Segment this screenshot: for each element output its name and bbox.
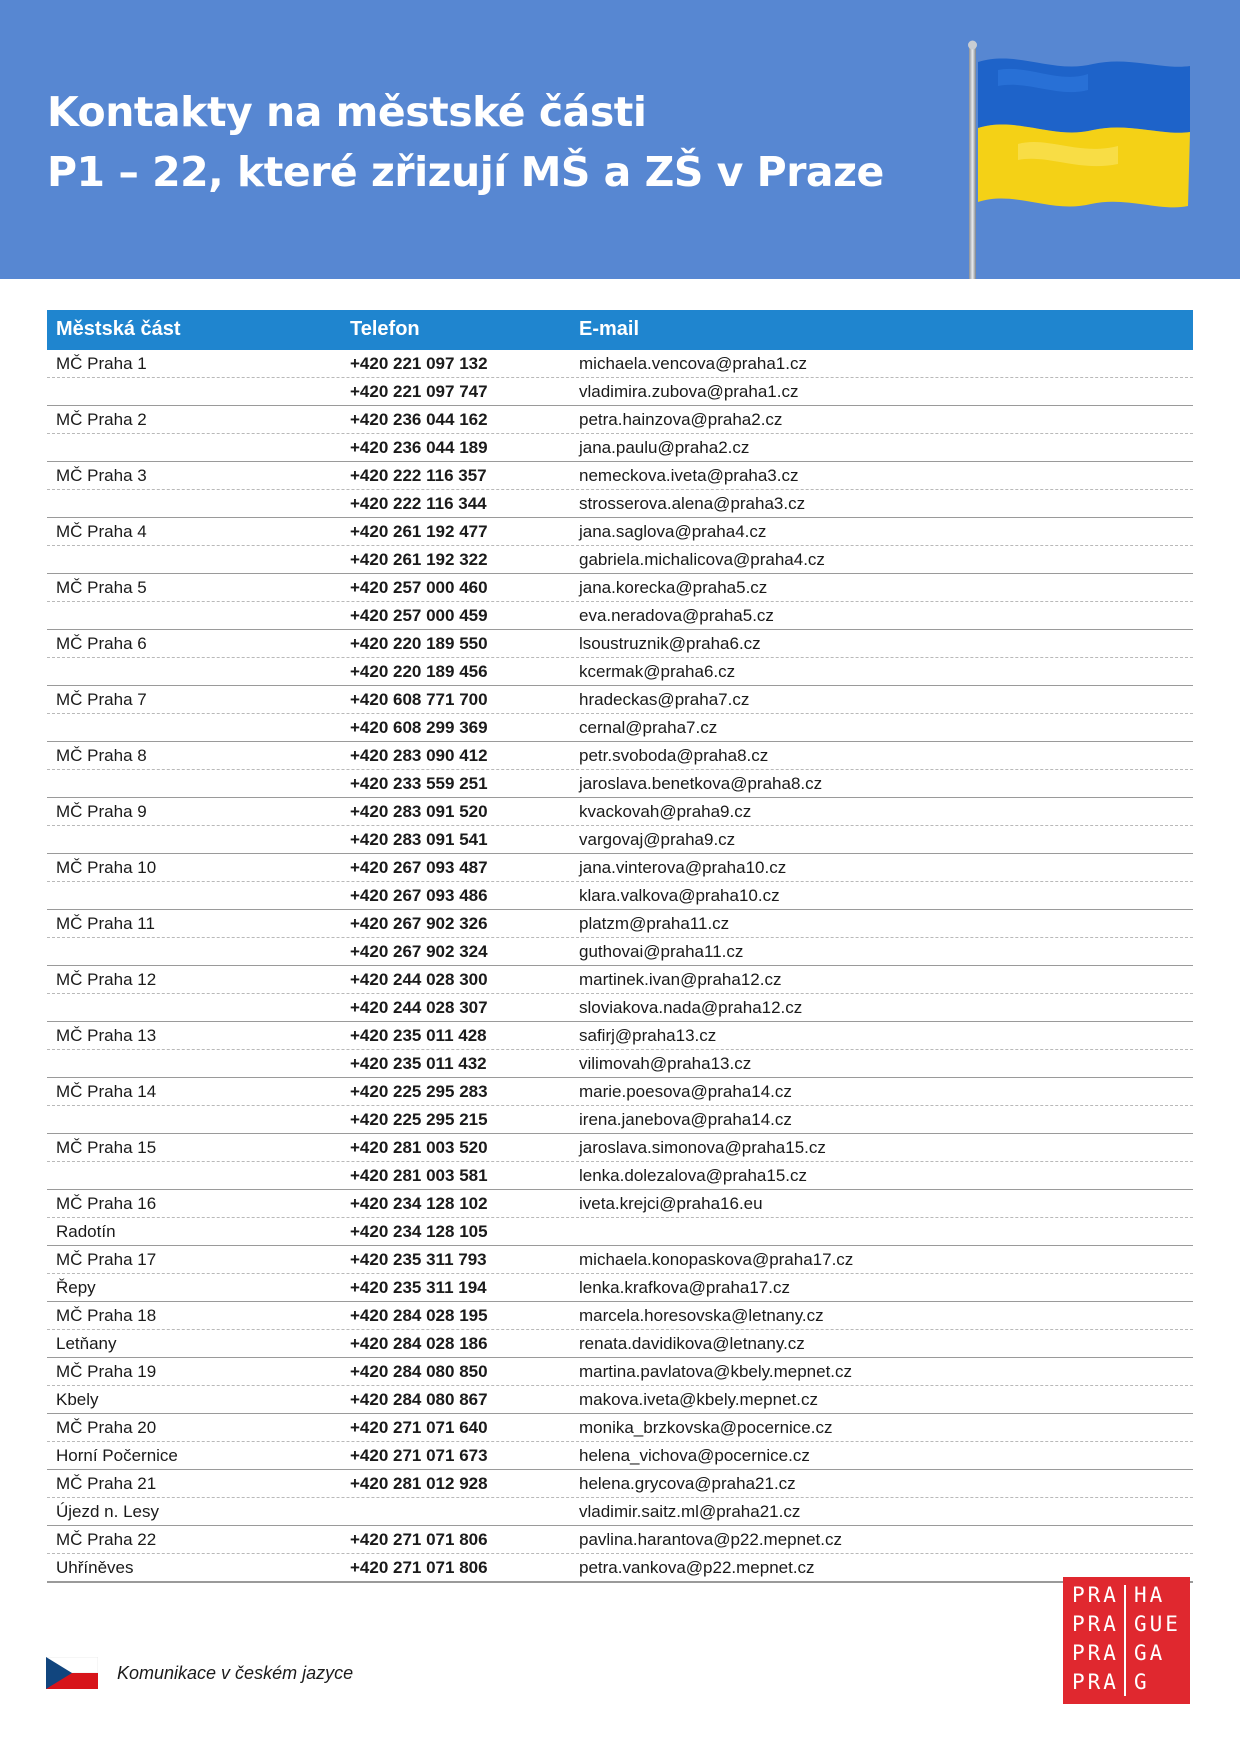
district-cell: MČ Praha 14 [56,1082,157,1101]
table-row [47,406,1193,434]
email-cell[interactable]: lenka.krafkova@praha17.cz [579,1278,790,1297]
email-cell[interactable]: martinek.ivan@praha12.cz [579,970,782,989]
language-note: Komunikace v českém jazyce [117,1663,354,1683]
table-row [47,1498,1193,1526]
phone-cell: +420 235 311 793 [350,1250,487,1269]
table-row [47,602,1193,630]
table-row [47,1218,1193,1246]
district-cell: MČ Praha 5 [56,578,147,597]
table-row [47,1106,1193,1134]
table-row [47,574,1193,602]
ukraine-flag-icon [958,40,1198,279]
table-row [47,1274,1193,1302]
phone-cell: +420 284 080 867 [350,1390,488,1409]
logo-text: HA [1134,1583,1166,1607]
email-cell[interactable]: sloviakova.nada@praha12.cz [579,998,803,1017]
phone-cell: +420 267 093 487 [350,858,488,877]
logo-line [1072,1612,1187,1642]
phone-cell: +420 235 011 428 [350,1026,487,1045]
email-cell[interactable]: klara.valkova@praha10.cz [579,886,780,905]
district-cell: MČ Praha 1 [56,354,147,373]
logo-text: G [1134,1670,1150,1694]
district-cell: Újezd n. Lesy [56,1502,159,1521]
logo-text: PRA [1072,1612,1119,1636]
phone-cell: +420 257 000 460 [350,578,488,597]
phone-cell: +420 233 559 251 [350,774,488,793]
table-row [47,1554,1193,1583]
phone-cell: +420 222 116 357 [350,466,487,485]
phone-cell: +420 222 116 344 [350,494,487,513]
district-cell: MČ Praha 9 [56,802,147,821]
table-body [47,350,1193,1583]
district-cell: MČ Praha 2 [56,410,147,429]
phone-cell: +420 235 011 432 [350,1054,487,1073]
table-row [47,742,1193,770]
table-row [47,1050,1193,1078]
district-cell: MČ Praha 12 [56,970,157,989]
phone-cell: +420 225 295 215 [350,1110,488,1129]
email-cell[interactable]: marie.poesova@praha14.cz [579,1082,792,1101]
email-cell[interactable]: lsoustruznik@praha6.cz [579,634,761,653]
table-row [47,462,1193,490]
district-cell: MČ Praha 7 [56,690,147,709]
email-cell[interactable]: petra.vankova@p22.mepnet.cz [579,1558,815,1577]
district-cell: MČ Praha 18 [56,1306,157,1325]
email-cell[interactable]: lenka.dolezalova@praha15.cz [579,1166,808,1185]
district-cell: MČ Praha 20 [56,1418,157,1437]
phone-cell: +420 257 000 459 [350,606,488,625]
phone-cell: +420 284 028 195 [350,1306,488,1325]
table-row [47,434,1193,462]
table-row [47,854,1193,882]
phone-cell: +420 244 028 300 [350,970,488,989]
email-cell[interactable]: iveta.krejci@praha16.eu [579,1194,763,1213]
table-row [47,1302,1193,1330]
phone-cell: +420 284 028 186 [350,1334,488,1353]
table-row [47,1190,1193,1218]
email-cell[interactable]: kcermak@praha6.cz [579,662,736,681]
title-line-2: P1 – 22, které zřizují MŠ a ZŠ v Praze [47,148,884,196]
email-cell[interactable]: pavlina.harantova@p22.mepnet.cz [579,1530,842,1549]
email-cell[interactable]: makova.iveta@kbely.mepnet.cz [579,1390,818,1409]
table-row [47,350,1193,378]
table-row [47,1470,1193,1498]
table-row [47,518,1193,546]
phone-cell: +420 608 299 369 [350,718,488,737]
district-cell: MČ Praha 15 [56,1138,157,1157]
phone-cell: +420 271 071 806 [350,1558,488,1577]
table-row [47,994,1193,1022]
email-cell[interactable]: cernal@praha7.cz [579,718,718,737]
district-cell: MČ Praha 6 [56,634,147,653]
district-cell: Uhříněves [56,1558,134,1577]
email-cell[interactable]: petra.hainzova@praha2.cz [579,410,783,429]
email-cell[interactable]: nemeckova.iveta@praha3.cz [579,466,799,485]
phone-cell: +420 283 091 520 [350,802,488,821]
district-cell: MČ Praha 19 [56,1362,157,1381]
email-cell[interactable]: eva.neradova@praha5.cz [579,606,774,625]
logo-line [1072,1670,1187,1700]
email-cell[interactable]: irena.janebova@praha14.cz [579,1110,792,1129]
czech-flag-icon [46,1657,98,1689]
phone-cell: +420 225 295 283 [350,1082,488,1101]
phone-cell: +420 234 128 105 [350,1222,488,1241]
email-cell[interactable]: strosserova.alena@praha3.cz [579,494,806,513]
phone-cell: +420 221 097 747 [350,382,488,401]
praha-logo [1063,1577,1190,1704]
phone-cell: +420 271 071 806 [350,1530,488,1549]
phone-cell: +420 234 128 102 [350,1194,488,1213]
email-cell[interactable]: jaroslava.benetkova@praha8.cz [579,774,823,793]
phone-cell: +420 236 044 162 [350,410,488,429]
district-cell: Radotín [56,1222,116,1241]
table-row [47,1078,1193,1106]
email-cell[interactable]: safirj@praha13.cz [579,1026,717,1045]
email-cell[interactable]: helena_vichova@pocernice.cz [579,1446,810,1465]
table-header [47,310,1193,350]
logo-text: PRA [1072,1641,1119,1665]
phone-cell: +420 267 902 324 [350,942,488,961]
phone-cell: +420 261 192 477 [350,522,488,541]
table-row [47,1442,1193,1470]
email-cell[interactable]: guthovai@praha11.cz [579,942,744,961]
phone-cell: +420 281 003 520 [350,1138,488,1157]
district-cell: Letňany [56,1334,117,1353]
phone-cell: +420 281 012 928 [350,1474,488,1493]
table-row [47,826,1193,854]
phone-cell: +420 261 192 322 [350,550,488,569]
logo-text: PRA [1072,1583,1119,1607]
table-row [47,1526,1193,1554]
table-row [47,770,1193,798]
district-cell: Kbely [56,1390,99,1409]
table-row [47,378,1193,406]
district-cell: MČ Praha 8 [56,746,147,765]
table-row [47,546,1193,574]
phone-cell: +420 267 902 326 [350,914,488,933]
district-cell: Řepy [56,1278,96,1297]
table-row [47,798,1193,826]
email-cell[interactable]: jana.paulu@praha2.cz [579,438,750,457]
email-cell[interactable]: petr.svoboda@praha8.cz [579,746,769,765]
email-cell[interactable]: hradeckas@praha7.cz [579,690,750,709]
column-header-email: E-mail [579,318,640,340]
email-cell[interactable]: jaroslava.simonova@praha15.cz [579,1138,826,1157]
phone-cell: +420 244 028 307 [350,998,488,1017]
district-cell: MČ Praha 11 [56,914,155,933]
phone-cell: +420 271 071 640 [350,1418,488,1437]
page-title [47,82,884,202]
table-row [47,630,1193,658]
phone-cell: +420 220 189 456 [350,662,488,681]
email-cell[interactable]: renata.davidikova@letnany.cz [579,1334,805,1353]
phone-cell: +420 283 091 541 [350,830,488,849]
logo-text: PRA [1072,1670,1119,1694]
phone-cell: +420 271 071 673 [350,1446,488,1465]
email-cell[interactable]: jana.korecka@praha5.cz [579,578,768,597]
district-cell: MČ Praha 4 [56,522,147,541]
table-row [47,882,1193,910]
phone-cell: +420 608 771 700 [350,690,488,709]
phone-cell: +420 281 003 581 [350,1166,488,1185]
table-row [47,1414,1193,1442]
table-row [47,1330,1193,1358]
column-header-district: Městská část [56,318,181,340]
table-row [47,714,1193,742]
phone-cell: +420 236 044 189 [350,438,488,457]
table-row [47,490,1193,518]
email-cell[interactable]: vladimira.zubova@praha1.cz [579,382,799,401]
district-cell: MČ Praha 22 [56,1530,157,1549]
email-cell[interactable]: vladimir.saitz.ml@praha21.cz [579,1502,801,1521]
table-row [47,686,1193,714]
district-cell: MČ Praha 17 [56,1250,157,1269]
email-cell[interactable]: platzm@praha11.cz [579,914,730,933]
column-header-phone: Telefon [350,318,420,340]
phone-cell: +420 235 311 194 [350,1278,487,1297]
header-banner [0,0,1240,279]
logo-text: GA [1134,1641,1166,1665]
table-row [47,1134,1193,1162]
logo-line [1072,1583,1187,1613]
phone-cell: +420 283 090 412 [350,746,488,765]
table-row [47,658,1193,686]
table-row [47,1386,1193,1414]
email-cell[interactable]: kvackovah@praha9.cz [579,802,752,821]
contacts-table [47,310,1193,1583]
email-cell[interactable]: michaela.vencova@praha1.cz [579,354,807,373]
email-cell[interactable]: michaela.konopaskova@praha17.cz [579,1250,854,1269]
email-cell[interactable]: martina.pavlatova@kbely.mepnet.cz [579,1362,853,1381]
email-cell[interactable]: helena.grycova@praha21.cz [579,1474,796,1493]
table-row [47,966,1193,994]
district-cell: MČ Praha 3 [56,466,147,485]
email-cell[interactable]: gabriela.michalicova@praha4.cz [579,550,825,569]
district-cell: MČ Praha 10 [56,858,157,877]
district-cell: MČ Praha 16 [56,1194,157,1213]
email-cell[interactable]: monika_brzkovska@pocernice.cz [579,1418,833,1437]
email-cell[interactable]: vilimovah@praha13.cz [579,1054,752,1073]
phone-cell: +420 284 080 850 [350,1362,488,1381]
email-cell[interactable]: jana.saglova@praha4.cz [579,522,767,541]
table-row [47,910,1193,938]
phone-cell: +420 267 093 486 [350,886,488,905]
logo-line [1072,1641,1187,1671]
title-line-1: Kontakty na městské části [47,88,647,136]
phone-cell: +420 220 189 550 [350,634,488,653]
table-row [47,1358,1193,1386]
district-cell: MČ Praha 21 [56,1474,157,1493]
email-cell[interactable]: jana.vinterova@praha10.cz [579,858,787,877]
email-cell[interactable]: marcela.horesovska@letnany.cz [579,1306,824,1325]
table-row [47,938,1193,966]
table-row [47,1022,1193,1050]
district-cell: Horní Počernice [56,1446,178,1465]
email-cell[interactable]: vargovaj@praha9.cz [579,830,736,849]
phone-cell: +420 221 097 132 [350,354,488,373]
district-cell: MČ Praha 13 [56,1026,157,1045]
table-row [47,1162,1193,1190]
table-row [47,1246,1193,1274]
logo-text: GUE [1134,1612,1181,1636]
